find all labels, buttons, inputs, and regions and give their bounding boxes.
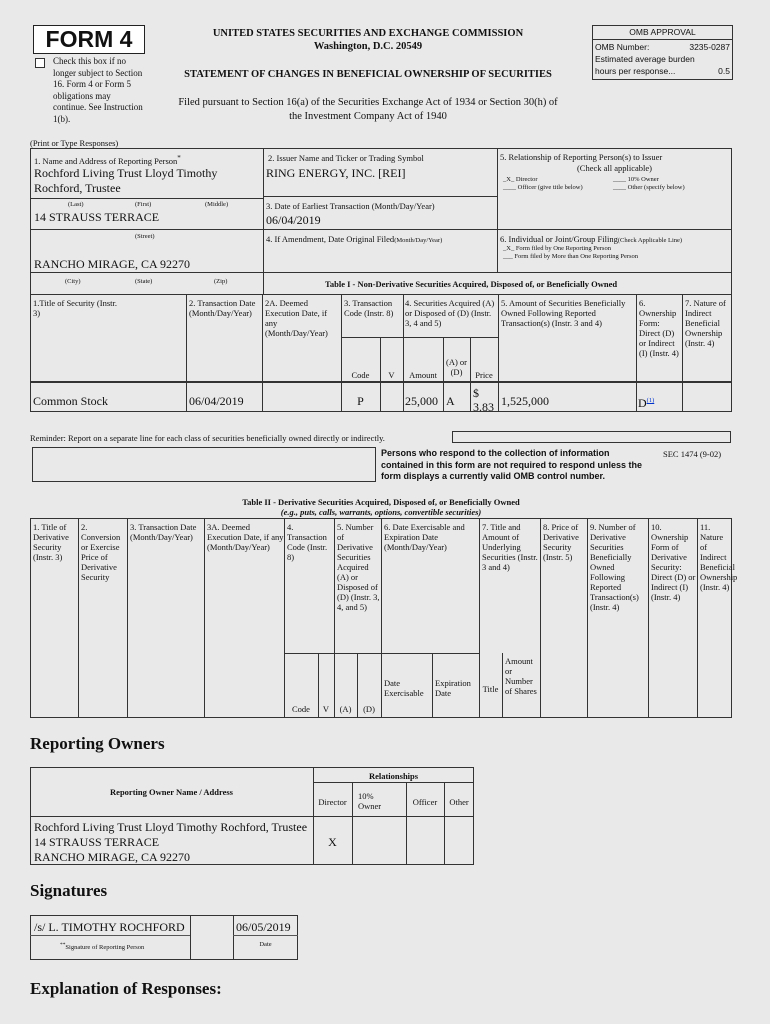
ro-director-mark: X (328, 835, 337, 849)
persons-note: Persons who respond to the collection of information contained in this form are not required to respond unless the form displays a currently valid OMB control number. (381, 448, 643, 481)
t1-price: 3.83 (473, 400, 494, 414)
ro-officer: Officer (412, 797, 438, 807)
t2-h7: 7. Title and Amount of Underlying Securities (Instr. 3 and 4) (482, 522, 538, 572)
reporting-owners-heading: Reporting Owners (30, 734, 165, 753)
table1-data-row (30, 382, 732, 412)
omb-number: 3235-0287 (689, 42, 730, 52)
t1-sub-aord: (A) or (D) (445, 357, 467, 377)
state-label: (State) (135, 278, 153, 285)
omb-title: OMB APPROVAL (629, 27, 696, 37)
amendment-label: 4. If Amendment, Date Original Filed(Month/Day/Year) (266, 234, 443, 244)
earliest-date-label: 3. Date of Earliest Transaction (Month/Day/Year) (266, 201, 435, 211)
t2-sub-code: Code (292, 704, 310, 714)
omb-hours: 0.5 (718, 66, 730, 76)
t2-sub-d: (D) (363, 704, 375, 714)
t1-date: 06/04/2019 (189, 394, 244, 408)
issuer-value: RING ENERGY, INC. [REI] (266, 166, 406, 180)
t2-sub-exp: Expiration Date (435, 678, 471, 698)
filing-more[interactable]: ___ Form filed by More than One Reporting Person (503, 253, 639, 260)
t1-h1: 1.Title of Security (Instr. 3) (33, 298, 117, 318)
persons-note-box (32, 447, 376, 482)
city-value: RANCHO MIRAGE, CA 92270 (34, 257, 191, 271)
section16-checkbox[interactable] (35, 58, 45, 68)
t2-h11: 11. Nature of Indirect Beneficial Ownership (Instr. 4) (700, 522, 738, 592)
relationship-label: 5. Relationship of Reporting Person(s) to Issuer (500, 152, 663, 162)
ro-owner-line3: RANCHO MIRAGE, CA 92270 (34, 850, 191, 864)
t1-sub-price: Price (475, 370, 493, 380)
statement-title: STATEMENT OF CHANGES IN BENEFICIAL OWNERSHIP OF SECURITIES (184, 69, 552, 80)
t1-h2a: 2A. Deemed Execution Date, if any (Month/Day/Year) (265, 298, 328, 338)
rel-director[interactable]: _X_ Director (503, 176, 538, 183)
relationship-sub: (Check all applicable) (576, 163, 653, 173)
t2-sub-v: V (322, 704, 330, 714)
t1-aord: A (446, 394, 455, 408)
table1-title: Table I - Non-Derivative Securities Acquired, Disposed of, or Beneficially Owned (325, 279, 618, 289)
t1-h2: 2. Transaction Date (Month/Day/Year) (189, 298, 256, 318)
reporting-person-label: 1. Name and Address of Reporting Person* (34, 154, 181, 166)
t1-form: $D^{(1)}$ (638, 396, 655, 410)
table2-title: Table II - Derivative Securities Acquired, Disposed of, or Beneficially Owned (242, 497, 520, 507)
ro-relationships: Relationships (368, 771, 419, 781)
omb-hours-label: hours per response... (595, 66, 676, 76)
section16-checkbox-text: Check this box if no longer subject to Section 16. Form 4 or Form 5 obligations may continue. See Instruction 1(b). (53, 56, 143, 124)
middle-label: (Middle) (205, 201, 229, 208)
t2-h6: 6. Date Exercisable and Expiration Date (Month/Day/Year) (384, 522, 465, 552)
ro-col-name: Reporting Owner Name / Address (110, 787, 233, 797)
signature-label: **Signature of Reporting Person (60, 942, 145, 952)
omb-number-label: OMB Number: (595, 42, 650, 52)
t1-amount: 25,000 (405, 394, 438, 408)
t2-sub-amount: Amount or Number of Shares (505, 656, 537, 696)
rel-officer[interactable]: ____ Officer (give title below) (503, 184, 583, 191)
t1-sub-code: Code (351, 370, 370, 380)
ro-owner-line1: Rochford Living Trust Lloyd Timothy Rochford, Trustee (34, 820, 308, 834)
t1-security: Common Stock (33, 394, 109, 408)
t2-sub-title: Title (482, 684, 499, 694)
filed-pursuant-line1: Filed pursuant to Section 16(a) of the Securities Exchange Act of 1934 or Section 30(h) of (178, 97, 558, 108)
explanation-heading: Explanation of Responses: (30, 979, 222, 998)
street-value: 14 STRAUSS TERRACE (34, 210, 160, 224)
t1-code: P (357, 394, 364, 408)
t2-sub-date-ex: Date Exercisable (384, 678, 424, 698)
rel-ten-pct[interactable]: ____ 10% Owner (613, 176, 659, 183)
t2-h3a: 3A. Deemed Execution Date, if any (Month/Day/Year) (207, 522, 284, 552)
signatures-heading: Signatures (30, 881, 108, 900)
footnote-link[interactable]: (1) (646, 397, 655, 404)
t2-h5: 5. Number of Derivative Securities Acquired (A) or Disposed of (D) (Instr. 3, 4, and 5) (337, 522, 380, 612)
omb-burden-label: Estimated average burden (595, 54, 695, 64)
form-title: FORM 4 (45, 26, 133, 52)
ro-owner-line2: 14 STRAUSS TERRACE (34, 835, 160, 849)
issuer-label: 2. Issuer Name and Ticker or Trading Symbol (268, 153, 424, 163)
filed-pursuant-line2: the Investment Company Act of 1940 (289, 111, 447, 122)
signature-date: 06/05/2019 (236, 920, 291, 934)
first-label: (First) (135, 201, 152, 208)
t1-h4: 4. Securities Acquired (A) or Disposed of (D) (Instr. 3, 4 and 5) (405, 298, 495, 328)
t2-h8: 8. Price of Derivative Security (Instr. 5) (543, 522, 579, 562)
reminder-box (452, 431, 731, 443)
t1-price-symbol: $ (473, 386, 479, 400)
reporting-person-name-2: Rochford, Trustee (34, 181, 121, 195)
ro-other: Other (449, 797, 469, 807)
t2-h1: 1. Title of Derivative Security (Instr. 3) (33, 522, 69, 562)
print-type-note: (Print or Type Responses) (30, 138, 119, 148)
t2-h2: 2. Conversion or Exercise Price of Derivative Security (81, 522, 121, 582)
t1-sub-v: V (388, 370, 395, 380)
earliest-date-value: 06/04/2019 (266, 213, 321, 227)
t2-h10: 10. Ownership Form of Derivative Security: Direct (D) or Indirect (I) (Instr. 4) (651, 522, 696, 602)
zip-label: (Zip) (214, 278, 228, 285)
t1-h7: 7. Nature of Indirect Beneficial Ownership (Instr. 4) (685, 298, 726, 348)
street-label: (Street) (135, 233, 155, 240)
t1-h3: 3. Transaction Code (Instr. 8) (344, 298, 394, 318)
last-label: (Last) (68, 201, 84, 208)
sec-number: SEC 1474 (9-02) (663, 449, 722, 459)
t2-h4: 4. Transaction Code (Instr. 8) (287, 522, 328, 562)
agency-location: Washington, D.C. 20549 (313, 41, 423, 52)
filing-label: 6. Individual or Joint/Group Filing(Check Applicable Line) (500, 234, 683, 244)
reminder-text: Reminder: Report on a separate line for each class of securities beneficially owned directly or indirectly. (30, 433, 385, 443)
rel-other[interactable]: ____ Other (specify below) (613, 184, 685, 191)
t1-owned: 1,525,000 (501, 394, 549, 408)
t1-sub-amount: Amount (409, 370, 437, 380)
t1-h5: 5. Amount of Securities Beneficially Owned Following Reported Transaction(s) (Instr. 3 and 4) (501, 298, 626, 328)
reporting-person-name-1: Rochford Living Trust Lloyd Timothy (34, 166, 218, 180)
t1-h6: 6. Ownership Form: Direct (D) or Indirect (I) (Instr. 4) (639, 298, 679, 358)
ro-director: Director (318, 797, 347, 807)
signer-name: /s/ L. TIMOTHY ROCHFORD (34, 920, 185, 934)
t2-h9: 9. Number of Derivative Securities Beneficially Owned Following Reported Transaction(s) (Instr. 4) (590, 522, 639, 612)
ro-ten-pct: 10% Owner (358, 791, 382, 811)
table2-subtitle: (e.g., puts, calls, warrants, options, convertible securities) (280, 507, 482, 517)
t2-sub-a: (A) (339, 704, 352, 714)
city-label: (City) (65, 278, 81, 285)
agency-name: UNITED STATES SECURITIES AND EXCHANGE COMMISSION (212, 28, 524, 39)
filing-one[interactable]: _X_ Form filed by One Reporting Person (503, 245, 611, 252)
t2-h3: 3. Transaction Date (Month/Day/Year) (130, 522, 197, 542)
signature-date-label: Date (259, 941, 272, 948)
